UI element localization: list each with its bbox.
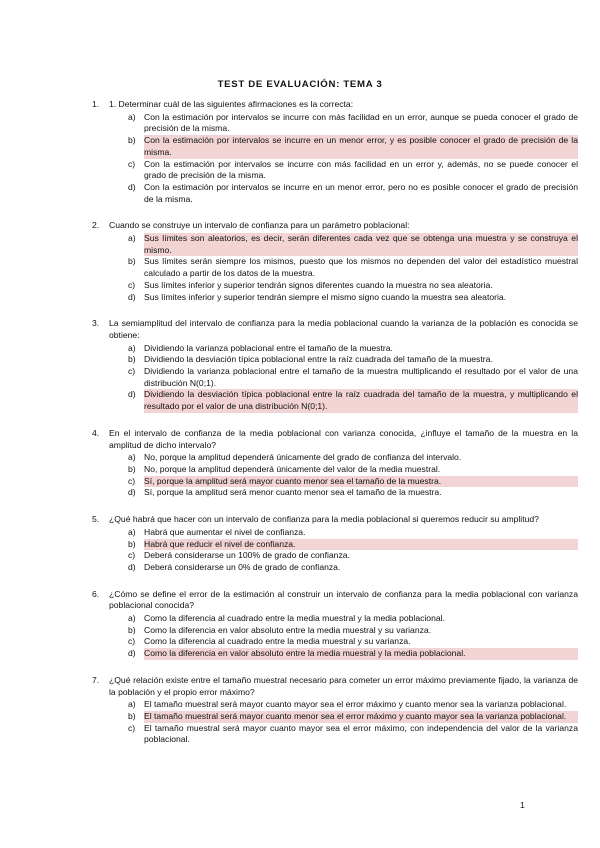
- option-text: Dividiendo la varianza poblacional entre el tamaño de la muestra.: [144, 342, 393, 353]
- option-letter: a): [128, 233, 136, 244]
- answer-option: [128, 636, 578, 648]
- answer-option-correct: [128, 711, 578, 723]
- question: [92, 220, 578, 303]
- option-text: No, porque la amplitud dependerá únicamente del valor de la media muestral.: [144, 463, 441, 474]
- answer-option-correct: [128, 476, 578, 488]
- option-letter: a): [128, 452, 136, 463]
- option-letter: d): [128, 561, 136, 572]
- answer-option: [128, 292, 578, 304]
- option-text: Deberá considerarse un 100% de grado de confianza.: [144, 550, 350, 561]
- question: [92, 514, 578, 574]
- option-letter: a): [128, 699, 136, 710]
- answer-option: [128, 723, 578, 746]
- question-number: 7.: [92, 674, 100, 685]
- option-text: El tamaño muestral será mayor cuanto mayor sea el error máximo, con independencia del valor de la varianza poblacional.: [144, 722, 578, 745]
- question-text: ¿Qué habrá que hacer con un intervalo de confianza para la media poblacional si queremos reducir su amplitud?: [109, 514, 539, 525]
- answer-option: [128, 343, 578, 355]
- option-letter: c): [128, 158, 136, 169]
- option-letter: c): [128, 475, 136, 486]
- option-text: Sí, porque la amplitud será menor cuanto menor sea el tamaño de la muestra.: [144, 487, 442, 498]
- question-text: Cuando se construye un intervalo de confianza para un parámetro poblacional:: [109, 220, 410, 231]
- option-letter: d): [128, 487, 136, 498]
- option-letter: a): [128, 111, 136, 122]
- answer-option: [128, 354, 578, 366]
- answer-option: [128, 487, 578, 499]
- option-text: Con la estimación por intervalos se incurre con más facilidad en un error y, además, no se puede conocer el grado de precisión de la misma.: [144, 158, 578, 181]
- option-list: [92, 613, 578, 660]
- question-text: ¿Qué relación existe entre el tamaño muestral necesario para cometer un error máximo previamente fijado, la varianza de la población y el propio error máximo?: [109, 674, 578, 697]
- option-text: Deberá considerarse un 0% de grado de confianza.: [144, 561, 341, 572]
- option-text: No, porque la amplitud dependerá únicamente del grado de confianza del intervalo.: [144, 452, 462, 463]
- option-letter: b): [128, 463, 136, 474]
- option-letter: a): [128, 613, 136, 624]
- option-letter: a): [128, 526, 136, 537]
- option-text: Sí, porque la amplitud será mayor cuanto menor sea el tamaño de la muestra.: [144, 476, 578, 488]
- answer-option-correct: [128, 389, 578, 412]
- option-text: Habrá que aumentar el nivel de confianza.: [144, 526, 306, 537]
- option-text: El tamaño muestral será mayor cuanto mayor sea el error máximo y cuanto menor sea la varianza poblacional.: [144, 699, 567, 710]
- answer-option: [128, 256, 578, 279]
- option-text: Con la estimación por intervalos se incurre en un menor error, pero no es posible conocer el grado de precisión de la misma.: [144, 181, 578, 204]
- question: [92, 318, 578, 413]
- option-letter: c): [128, 550, 136, 561]
- question-text: 1. Determinar cuál de las siguientes afirmaciones es la correcta:: [109, 99, 354, 109]
- answer-option: [128, 613, 578, 625]
- answer-option-correct: [128, 233, 578, 256]
- answer-option: [128, 280, 578, 292]
- question-number: 6.: [92, 588, 100, 599]
- answer-option: [128, 562, 578, 574]
- option-letter: b): [128, 624, 136, 635]
- option-list: [92, 527, 578, 574]
- answer-option: [128, 550, 578, 562]
- option-letter: b): [128, 538, 136, 549]
- option-letter: b): [128, 256, 136, 267]
- question-number: 4.: [92, 427, 100, 438]
- answer-option: [128, 366, 578, 389]
- option-letter: d): [128, 291, 136, 302]
- option-letter: c): [128, 279, 136, 290]
- option-text: Como la diferencia en valor absoluto entre la media muestral y la media poblacional.: [144, 648, 578, 660]
- answer-option: [128, 182, 578, 205]
- option-text: Sus límites son aleatorios, es decir, serán diferentes cada vez que se obtenga una muestra y se construya el mismo.: [144, 233, 578, 255]
- question-number: 5.: [92, 514, 100, 525]
- option-list: [92, 452, 578, 499]
- option-text: Sus límites serán siempre los mismos, puesto que los mismos no dependen del valor del estadístico muestral calculado a partir de los datos de la muestra.: [144, 256, 578, 279]
- option-letter: d): [128, 648, 136, 659]
- answer-option: [128, 464, 578, 476]
- answer-option: [128, 527, 578, 539]
- option-text: Dividiendo la desviación típica poblacional entre la raíz cuadrada del tamaño de la muestra, y multiplicando el resultado por el valor de una distribución N(0;1).: [144, 389, 578, 412]
- option-text: Con la estimación por intervalos se incurre en un menor error, y es posible conocer el grado de precisión de la misma.: [144, 135, 578, 157]
- option-letter: c): [128, 366, 136, 377]
- option-text: Como la diferencia al cuadrado entre la media muestral y su varianza.: [144, 636, 411, 647]
- answer-option-correct: [128, 135, 578, 158]
- question: [92, 675, 578, 746]
- option-text: Con la estimación por intervalos se incurre con más facilidad en un error, aunque se pueda conocer el grado de precisión de la misma.: [144, 111, 578, 134]
- option-text: Como la diferencia al cuadrado entre la media muestral y la media poblacional.: [144, 613, 445, 624]
- question: [92, 99, 578, 205]
- option-letter: d): [128, 389, 136, 400]
- answer-option: [128, 159, 578, 182]
- option-text: Dividiendo la desviación típica poblacional entre la raíz cuadrada del tamaño de la muestra.: [144, 354, 493, 365]
- answer-option-correct: [128, 648, 578, 660]
- option-text: El tamaño muestral será mayor cuanto menor sea el error máximo y cuanto mayor sea la varianza poblacional.: [144, 711, 578, 723]
- question: [92, 589, 578, 660]
- option-list: [92, 343, 578, 413]
- option-list: [92, 233, 578, 303]
- option-letter: c): [128, 722, 136, 733]
- option-letter: c): [128, 636, 136, 647]
- option-letter: d): [128, 181, 136, 192]
- option-letter: b): [128, 354, 136, 365]
- option-list: [92, 699, 578, 746]
- option-text: Habrá que reducir el nivel de confianza.: [144, 539, 578, 551]
- question-number: 1.: [92, 99, 100, 109]
- question-list: [92, 99, 578, 761]
- option-text: Sus límites inferior y superior tendrán siempre el mismo signo cuando la muestra sea aleatoria.: [144, 291, 507, 302]
- option-text: Sus límites inferior y superior tendrán signos diferentes cuando la muestra no sea aleatoria.: [144, 279, 493, 290]
- option-text: Dividiendo la varianza poblacional entre el tamaño de la muestra multiplicando el resultado por el valor de una distribución N(0;1).: [144, 366, 578, 388]
- answer-option: [128, 112, 578, 135]
- question: [92, 428, 578, 499]
- option-letter: b): [128, 135, 136, 146]
- page-title: TEST DE EVALUACIÓN: TEMA 3: [217, 79, 383, 90]
- question-number: 3.: [92, 318, 100, 329]
- option-list: [92, 112, 578, 206]
- option-letter: b): [128, 710, 136, 721]
- answer-option-correct: [128, 539, 578, 551]
- question-text: En el intervalo de confianza de la media poblacional con varianza conocida, ¿influye el tamaño de la muestra en la amplitud de dicho intervalo?: [109, 427, 578, 450]
- page-number: 1: [520, 800, 525, 810]
- question-text: ¿Cómo se define el error de la estimación al construir un intervalo de confianza para la media poblacional con varianza poblacional conocida?: [109, 588, 578, 611]
- question-number: 2.: [92, 220, 100, 231]
- option-text: Como la diferencia en valor absoluto entre la media muestral y su varianza.: [144, 624, 432, 635]
- answer-option: [128, 452, 578, 464]
- answer-option: [128, 699, 578, 711]
- question-text: La semiamplitud del intervalo de confianza para la media poblacional cuando la varianza de la población es conocida se obtiene:: [109, 318, 578, 340]
- answer-option: [128, 625, 578, 637]
- option-letter: a): [128, 342, 136, 353]
